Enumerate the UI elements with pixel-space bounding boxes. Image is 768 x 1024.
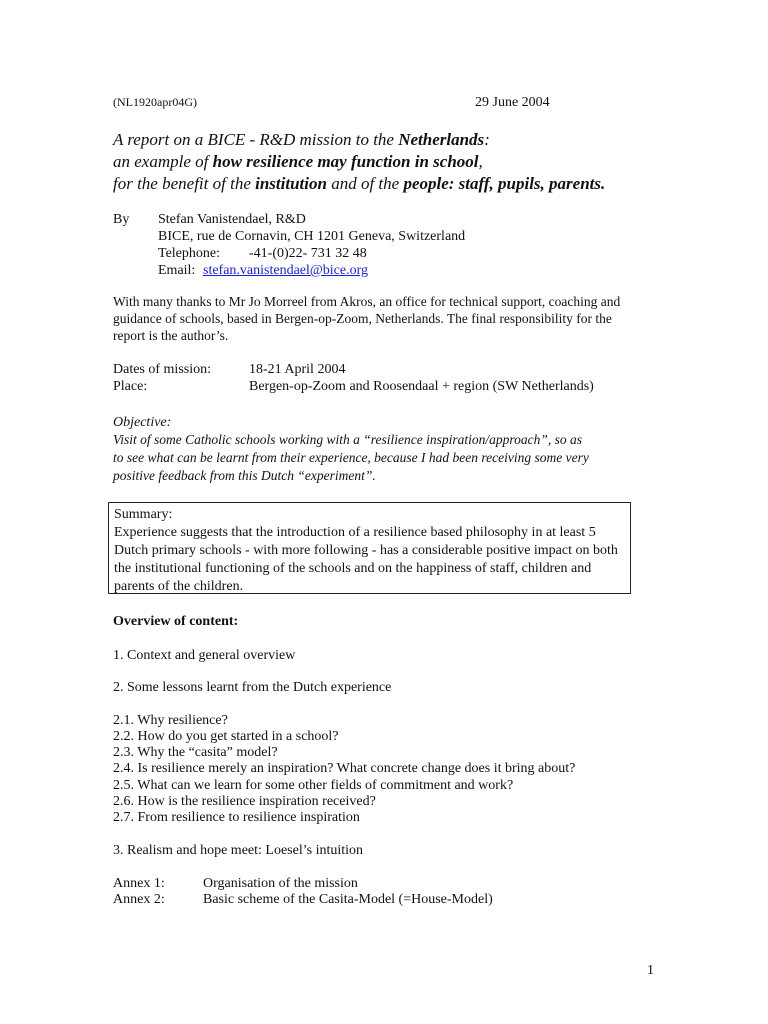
telephone-number: -41-(0)22- 731 32 48 xyxy=(249,246,367,261)
place-label: Place: xyxy=(113,379,148,394)
telephone-label: Telephone: xyxy=(158,246,220,261)
place-value: Bergen-op-Zoom and Roosendaal + region (SW Netherlands) xyxy=(249,379,594,394)
summary-line-4: parents of the children. xyxy=(114,579,244,594)
author-name: Stefan Vanistendael, R&D xyxy=(158,212,306,227)
email-link[interactable]: stefan.vanistendael@bice.org xyxy=(203,263,369,278)
overview-subitem: 2.6. How is the resilience inspiration received? xyxy=(113,794,376,809)
page-number: 1 xyxy=(647,963,654,978)
overview-item-1: 1. Context and general overview xyxy=(113,648,296,663)
objective-line-2: to see what can be learnt from their experience, because I had been receiving some very xyxy=(113,450,589,465)
thanks-line-2: guidance of schools, based in Bergen-op-Zoom, Netherlands. The final responsibility for the xyxy=(113,311,612,326)
title-line-1: A report on a BICE - R&D mission to the Netherlands: xyxy=(113,130,490,149)
overview-subitem: 2.2. How do you get started in a school? xyxy=(113,729,339,744)
summary-line-3: the institutional functioning of the schools and on the happiness of staff, children and xyxy=(114,561,592,576)
overview-subitem: 2.7. From resilience to resilience inspiration xyxy=(113,810,360,825)
title-line-3: for the benefit of the institution and of the people: staff, pupils, parents. xyxy=(113,174,606,193)
summary-line-2: Dutch primary schools - with more following - has a considerable positive impact on both xyxy=(114,543,618,558)
overview-subitem: 2.5. What can we learn for some other fields of commitment and work? xyxy=(113,778,514,793)
by-label: By xyxy=(113,212,130,227)
summary-line-1: Experience suggests that the introduction of a resilience based philosophy in at least 5 xyxy=(114,525,596,540)
overview-item-3: 3. Realism and hope meet: Loesel’s intuition xyxy=(113,843,364,858)
annex-title: Basic scheme of the Casita-Model (=House-Model) xyxy=(203,892,493,907)
email-label: Email: xyxy=(158,263,196,278)
overview-item-2: 2. Some lessons learnt from the Dutch experience xyxy=(113,680,392,695)
document-reference: (NL1920apr04G) xyxy=(113,95,197,109)
objective-label: Objective: xyxy=(113,415,172,430)
overview-subitem: 2.4. Is resilience merely an inspiration? What concrete change does it bring about? xyxy=(113,761,576,776)
dates-value: 18-21 April 2004 xyxy=(249,362,346,377)
document-date: 29 June 2004 xyxy=(475,95,550,110)
annex-label: Annex 1: xyxy=(113,876,165,891)
annex-label: Annex 2: xyxy=(113,892,165,907)
objective-line-1: Visit of some Catholic schools working with a “resilience inspiration/approach”, so as xyxy=(113,432,583,447)
overview-subitem: 2.3. Why the “casita” model? xyxy=(113,745,278,760)
title-line-2: an example of how resilience may function in school, xyxy=(113,152,483,171)
objective-line-3: positive feedback from this Dutch “experiment”. xyxy=(113,468,376,483)
thanks-line-1: With many thanks to Mr Jo Morreel from Akros, an office for technical support, coaching and xyxy=(113,294,621,309)
overview-subitem: 2.1. Why resilience? xyxy=(113,713,228,728)
summary-label: Summary: xyxy=(114,507,173,522)
annex-title: Organisation of the mission xyxy=(203,876,358,891)
thanks-line-3: report is the author’s. xyxy=(113,328,229,343)
overview-heading: Overview of content: xyxy=(113,614,239,629)
author-address: BICE, rue de Cornavin, CH 1201 Geneva, Switzerland xyxy=(158,229,466,244)
summary-box xyxy=(108,502,631,594)
dates-label: Dates of mission: xyxy=(113,362,211,377)
